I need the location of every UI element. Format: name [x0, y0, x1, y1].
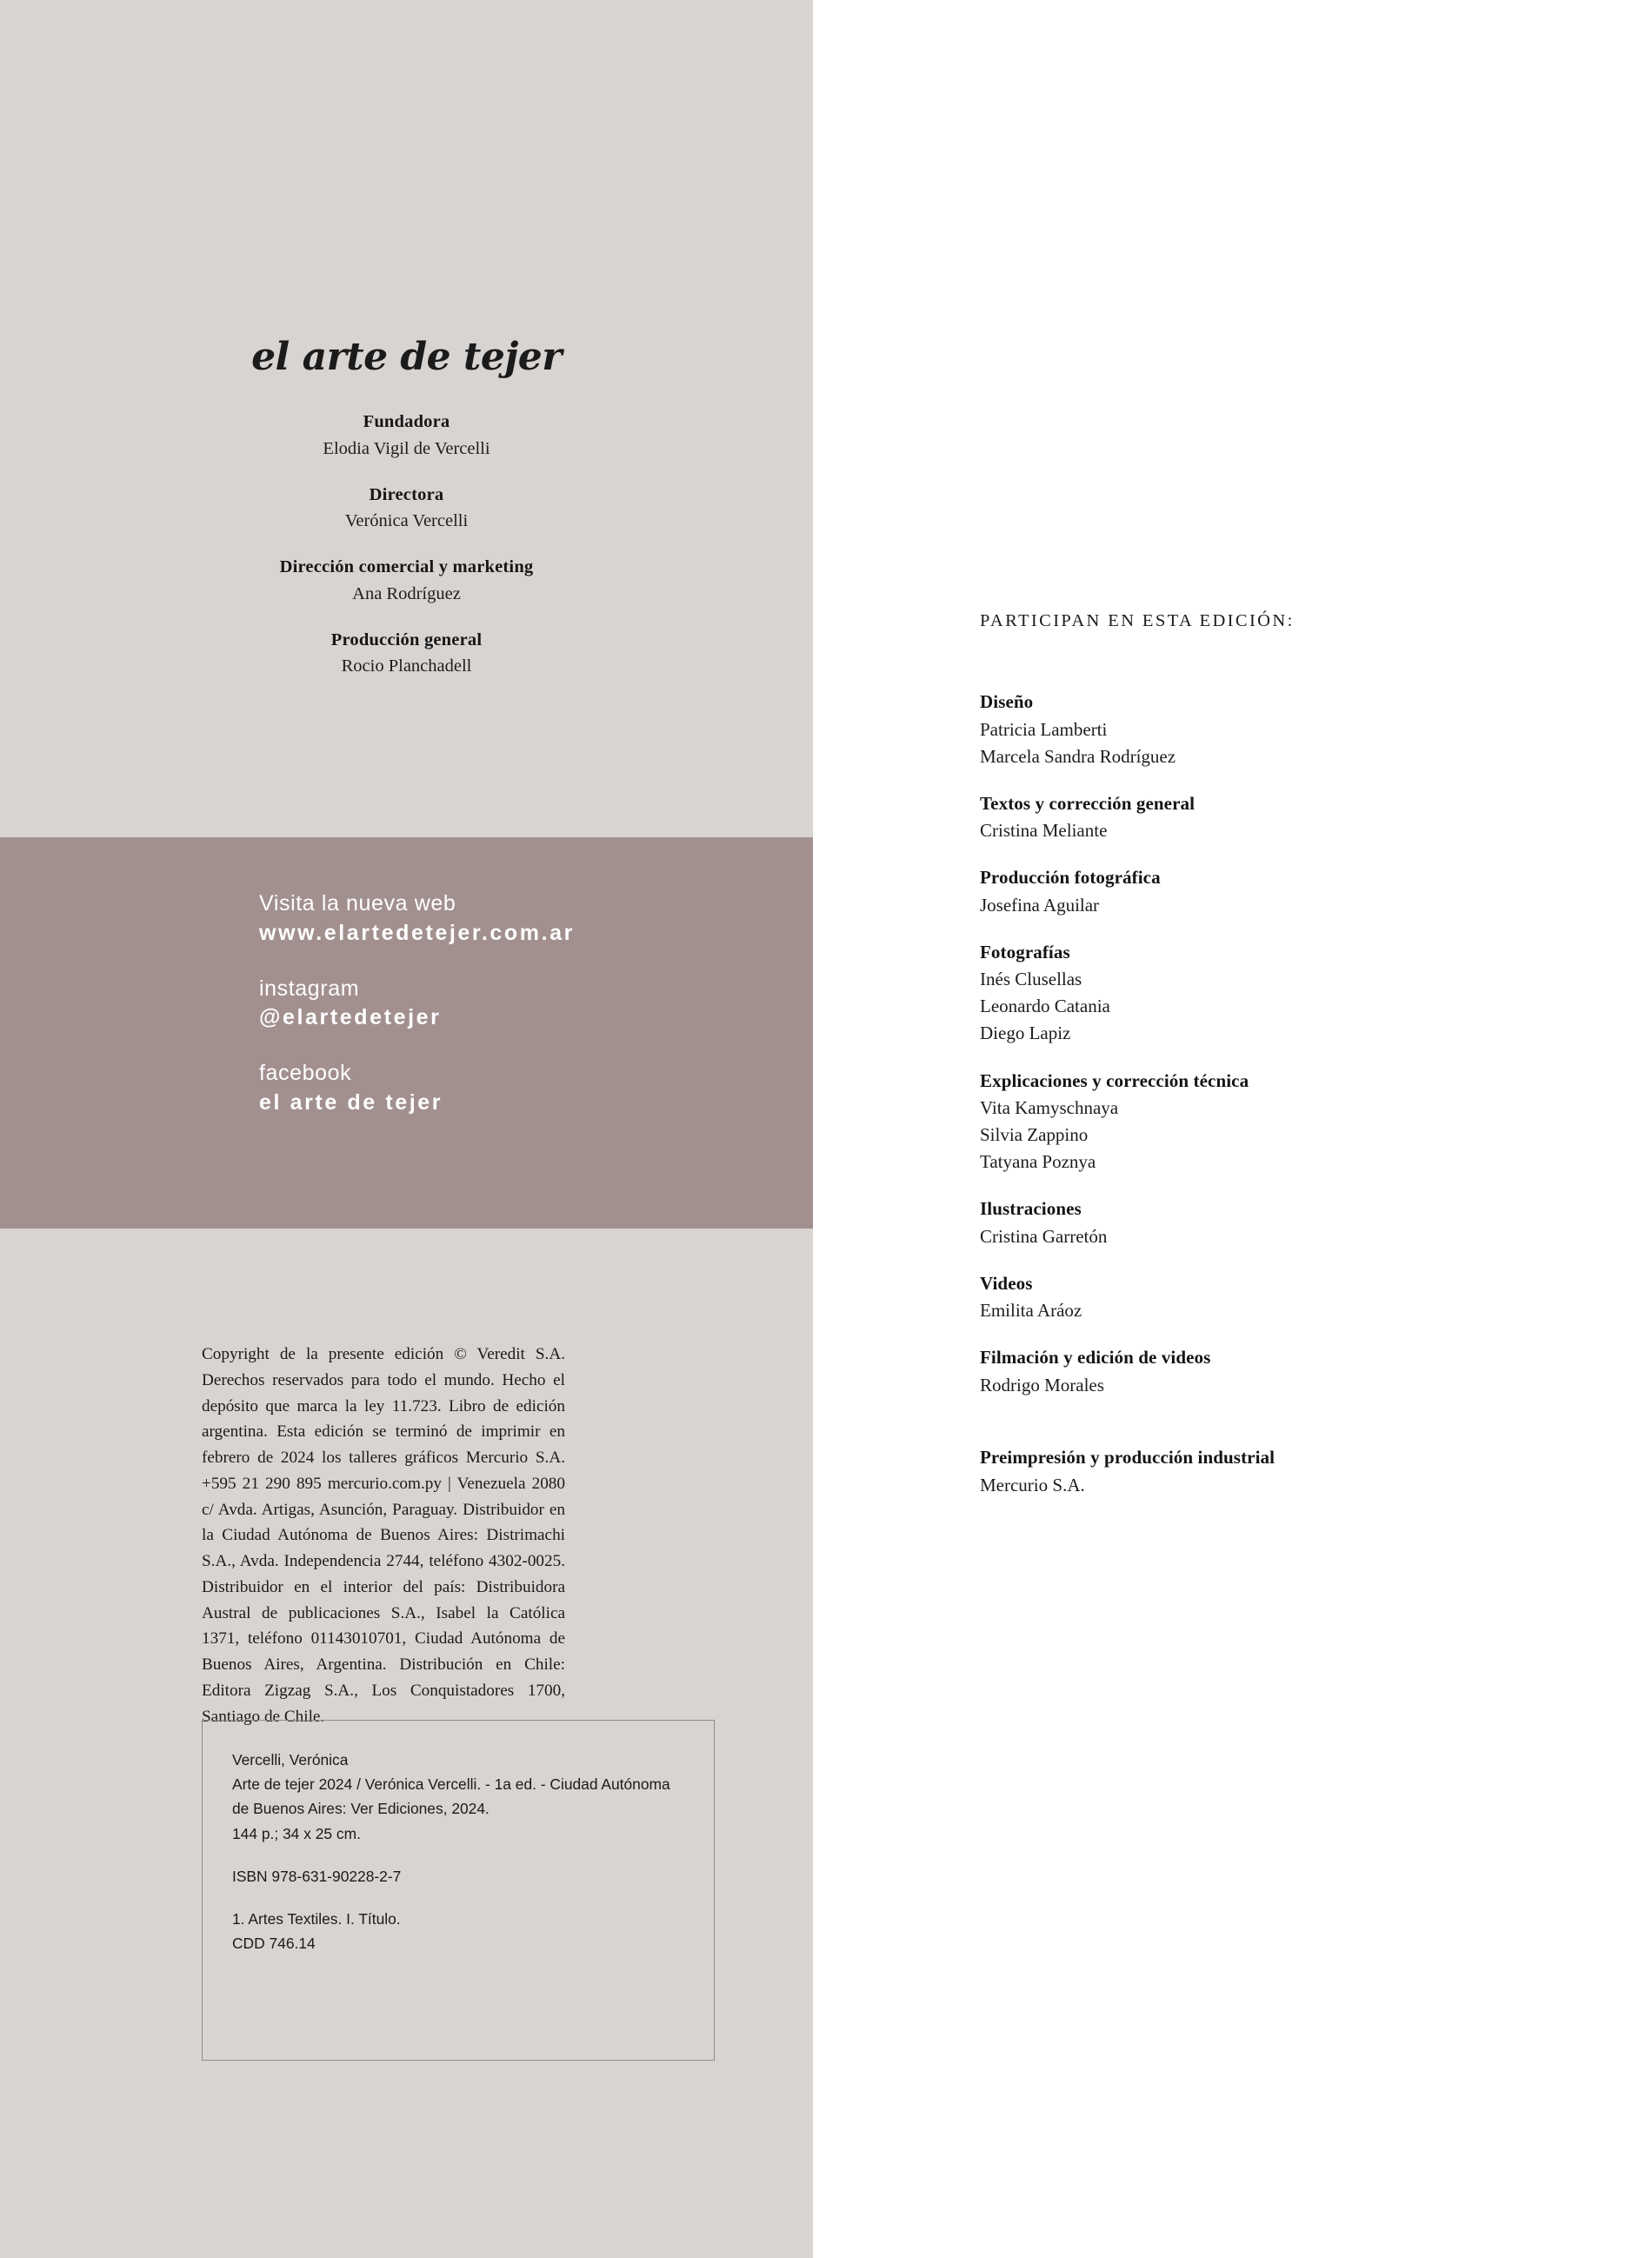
participants-section-title: PARTICIPAN EN ESTA EDICIÓN: — [980, 611, 1295, 630]
social-web-band — [0, 837, 813, 1229]
spacer — [232, 1846, 684, 1864]
credit-name: Marcela Sandra Rodríguez — [980, 745, 1176, 767]
staff-role: Directora — [369, 484, 444, 504]
visit-web-label: Visita la nueva web — [259, 891, 456, 916]
copyright-paragraph: Copyright de la presente edición © Veredit S.A. Derechos reservados para todo el mundo. Hecho el depósito que marca la ley 11.723. Libro de edición argentina. Esta edición se terminó de imprimir en febrero de 2024 los talleres gráficos Mercurio S.A. +595 21 290 895 mercurio.com.py | Venezuela 2080 c/ Avda. Artigas, Asunción, Paraguay. Distribuidor en la Ciudad Autónoma de Buenos Aires: Distrimachi S.A., Avda. Independencia 2744, teléfono 4302-0025. Distribuidor en el interior del país: Distribuidora Austral de publicaciones S.A., Isabel la Católica 1371, teléfono 01143010701, Ciudad Autónoma de Buenos Aires, Argentina. Distribución en Chile: Editora Zigzag S.A., Los Conquistadores 1700, Santiago de Chile. — [202, 1345, 565, 1726]
credit-role: Explicaciones y corrección técnica — [980, 1069, 1249, 1091]
staff-role: Producción general — [330, 629, 483, 649]
staff-credit-direccion-comercial — [0, 554, 813, 609]
staff-credit-directora — [0, 482, 813, 536]
credit-videos — [980, 1270, 1519, 1325]
credit-fotografias — [980, 939, 1519, 1048]
credit-name: Leonardo Catania — [980, 996, 1110, 1017]
spacer — [232, 1888, 684, 1907]
credit-textos-correccion — [980, 790, 1519, 845]
isbn-number: ISBN 978-631-90228-2-7 — [232, 1867, 402, 1885]
credit-role: Preimpresión y producción industrial — [980, 1447, 1276, 1469]
credit-role: Diseño — [980, 691, 1034, 712]
credit-role: Producción fotográfica — [980, 867, 1161, 889]
facebook-label: facebook — [259, 1061, 352, 1085]
staff-credit-fundadora — [0, 409, 813, 463]
staff-name: Verónica Vercelli — [344, 511, 469, 531]
credit-name: Patricia Lamberti — [980, 718, 1108, 740]
credit-preimpresion-produccion-industrial — [980, 1444, 1519, 1499]
credit-role: Videos — [980, 1272, 1033, 1294]
credit-name: Cristina Meliante — [980, 820, 1108, 842]
right-white-panel — [813, 0, 1652, 2258]
credit-name: Josefina Aguilar — [980, 894, 1100, 916]
staff-role: Dirección comercial y marketing — [279, 557, 534, 577]
social-web-band-content — [259, 889, 575, 1118]
magazine-logo: el arte de tejer — [251, 335, 562, 379]
credit-diseno — [980, 689, 1519, 770]
staff-name: Elodia Vigil de Vercelli — [323, 438, 490, 458]
credit-ilustraciones — [980, 1196, 1519, 1250]
credit-name: Mercurio S.A. — [980, 1474, 1085, 1495]
participants-credits-list — [980, 689, 1519, 1519]
spacer — [259, 1033, 575, 1059]
credit-role: Ilustraciones — [980, 1198, 1082, 1220]
credit-name: Rodrigo Morales — [980, 1374, 1104, 1395]
website-url[interactable]: www.elartedetejer.com.ar — [259, 920, 575, 945]
isbn-cdd: CDD 746.14 — [232, 1935, 316, 1953]
credit-name: Emilita Aráoz — [980, 1300, 1082, 1322]
left-panel-content — [0, 0, 813, 2258]
credit-name: Tatyana Poznya — [980, 1151, 1096, 1173]
credit-name: Diego Lapiz — [980, 1022, 1071, 1044]
credit-name: Inés Clusellas — [980, 969, 1082, 990]
credit-role: Fotografías — [980, 941, 1070, 962]
spacer — [259, 949, 575, 975]
staff-name: Rocio Planchadell — [341, 656, 472, 676]
credit-name: Silvia Zappino — [980, 1124, 1089, 1146]
isbn-subject: 1. Artes Textiles. I. Título. — [232, 1909, 401, 1928]
credit-explicaciones-correccion-tecnica — [980, 1068, 1519, 1176]
instagram-handle[interactable]: @elartedetejer — [259, 1005, 442, 1030]
staff-name: Ana Rodríguez — [352, 583, 461, 603]
credit-filmacion-edicion-videos — [980, 1344, 1519, 1399]
credit-name: Cristina Garretón — [980, 1225, 1108, 1247]
facebook-handle[interactable]: el arte de tejer — [259, 1089, 443, 1115]
isbn-pages: 144 p.; 34 x 25 cm. — [232, 1824, 361, 1842]
isbn-catalog-box — [202, 1720, 715, 2061]
isbn-author: Vercelli, Verónica — [232, 1751, 349, 1768]
isbn-description: Arte de tejer 2024 / Verónica Vercelli. - 1a ed. - Ciudad Autónoma de Buenos Aires: Ver Ediciones, 2024. — [232, 1775, 670, 1818]
masthead — [0, 335, 813, 699]
staff-role: Fundadora — [363, 412, 450, 431]
left-gray-panel — [0, 0, 813, 2258]
isbn-catalog-content — [203, 1721, 714, 1982]
staff-credit-produccion-general — [0, 627, 813, 682]
credit-produccion-fotografica — [980, 864, 1519, 919]
credit-name: Vita Kamyschnaya — [980, 1097, 1119, 1119]
credit-role: Textos y corrección general — [980, 792, 1196, 814]
credit-role: Filmación y edición de videos — [980, 1347, 1211, 1369]
instagram-label: instagram — [259, 976, 360, 1001]
